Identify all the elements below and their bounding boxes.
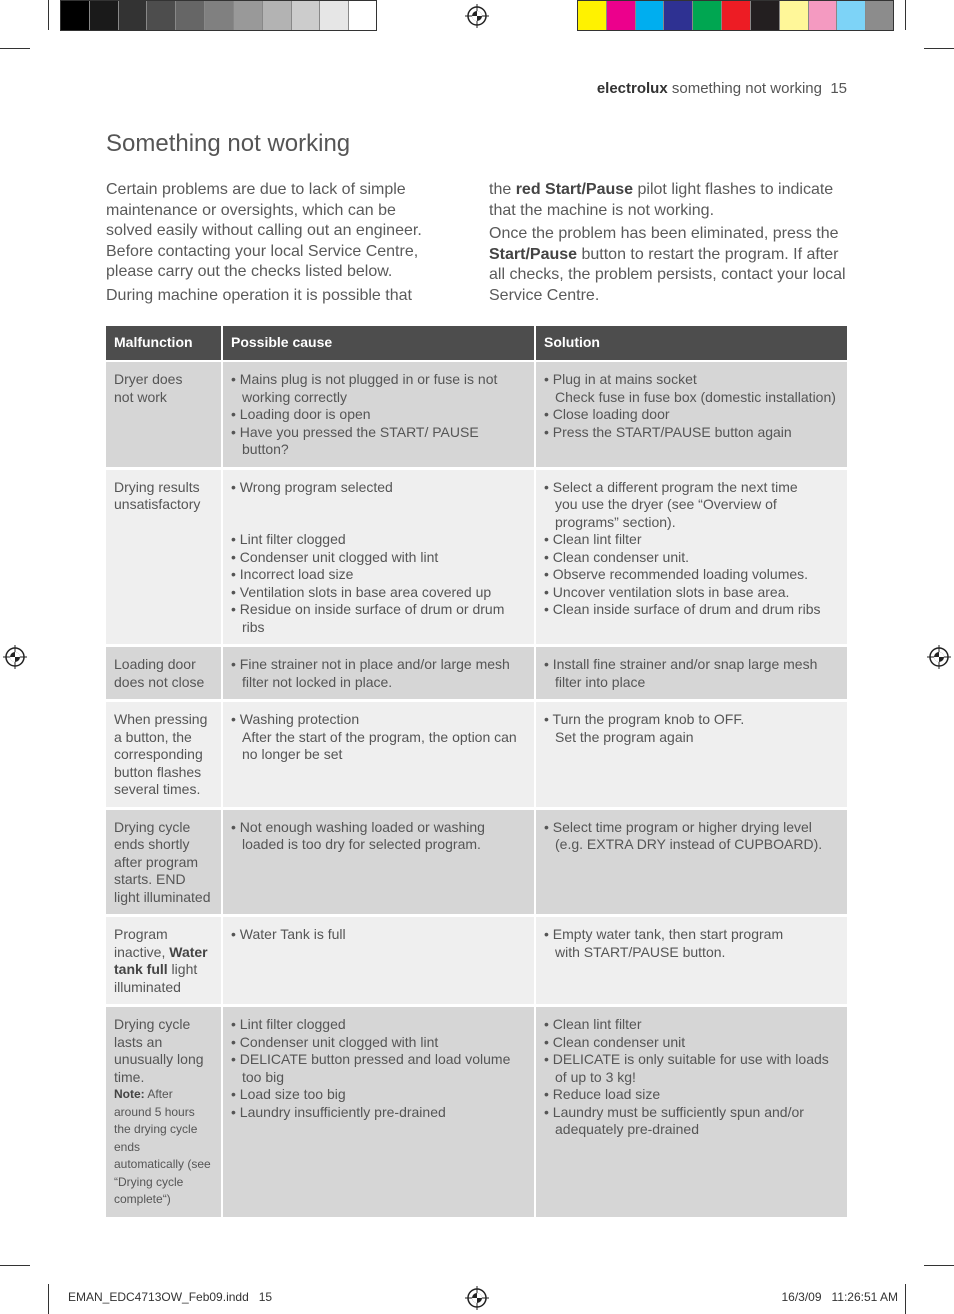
crop-mark — [905, 0, 906, 30]
solution-item: • Uncover ventilation slots in base area. — [544, 584, 839, 602]
table-row — [106, 808, 847, 916]
brand-name: electrolux — [596, 80, 668, 97]
solution-item: • Select time program or higher drying level (e.g. EXTRA DRY instead of CUPBOARD). — [544, 819, 839, 854]
cause-item: • Condenser unit clogged with lint — [231, 549, 526, 567]
cause-cell — [222, 701, 535, 809]
solution-cell — [535, 468, 847, 646]
cause-item: • Washing protection — [231, 711, 526, 729]
solution-item: • Clean condenser unit. — [544, 549, 839, 567]
page-number: 15 — [830, 80, 847, 97]
table-row — [106, 701, 847, 809]
gray-swatch — [292, 1, 321, 30]
intro-right-column — [489, 180, 847, 309]
gray-swatch — [320, 1, 349, 30]
solution-cell — [535, 646, 847, 701]
cause-item: • Fine strainer not in place and/or large mesh filter not locked in place. — [231, 656, 526, 691]
gray-swatch — [90, 1, 119, 30]
color-swatch — [607, 1, 636, 30]
section-name: something not working — [671, 80, 822, 97]
solution-item: • Plug in at mains socket Check fuse in fuse box (domestic installation) — [544, 371, 839, 406]
cause-item: • Incorrect load size — [231, 566, 526, 584]
solution-item: • Empty water tank, then start program with START/PAUSE button. — [544, 926, 839, 961]
solution-cell — [535, 808, 847, 916]
table-row — [106, 916, 847, 1006]
registration-mark-icon — [465, 1286, 489, 1310]
solution-item: • Close loading door — [544, 406, 839, 424]
crop-mark — [0, 1265, 30, 1266]
solution-item: • DELICATE is only suitable for use with loads of up to 3 kg! — [544, 1051, 839, 1086]
gray-swatch — [234, 1, 263, 30]
cause-item: • Wrong program selected — [231, 479, 526, 497]
solution-item-detail: Set the program again — [555, 728, 694, 745]
color-swatch — [837, 1, 866, 30]
column-header: Possible cause — [222, 326, 535, 361]
gray-swatch — [119, 1, 148, 30]
solution-item: • Clean inside surface of drum and drum ribs — [544, 601, 839, 619]
footer-file-info: EMAN_EDC4713OW_Feb09.indd 15 — [68, 1290, 273, 1304]
malfunction-cell: Drying cycle ends shortly after program starts. END light illuminated — [106, 808, 222, 916]
color-calibration-bar — [577, 0, 894, 31]
color-swatch — [636, 1, 665, 30]
solution-cell — [535, 361, 847, 468]
gray-swatch — [205, 1, 234, 30]
color-swatch — [866, 1, 893, 30]
intro-paragraph: Once the problem has been eliminated, press the Start/Pause button to restart the program. If after all checks, the problem persists, contact your local Service Centre. — [489, 225, 846, 304]
cause-cell — [222, 916, 535, 1006]
malfunction-cell: Drying cycle lasts an unusually long time. Note: After around 5 hours the drying cycle ends automatically (see “Drying cycle complete“) — [106, 1006, 222, 1219]
troubleshooting-table — [106, 326, 847, 1220]
crop-mark — [48, 0, 49, 30]
gray-swatch — [176, 1, 205, 30]
intro-left-column — [106, 180, 446, 309]
intro-paragraph: During machine operation it is possible that — [106, 286, 412, 304]
gray-swatch — [263, 1, 292, 30]
cause-cell — [222, 808, 535, 916]
intro-paragraph: the red Start/Pause pilot light flashes to indicate that the machine is not working. — [489, 181, 834, 219]
color-swatch — [809, 1, 838, 30]
cause-item-detail: After the start of the program, the option can no longer be set — [242, 728, 517, 762]
solution-item: • Laundry must be sufficiently spun and/or adequately pre-drained — [544, 1104, 839, 1139]
malfunction-cell: Program inactive, Water tank full light illuminated — [106, 916, 222, 1006]
malfunction-cell: Drying results unsatisfactory — [106, 468, 222, 646]
footer-timestamp: 16/3/09 11:26:51 AM — [781, 1290, 898, 1304]
intro-paragraph: Certain problems are due to lack of simple maintenance or oversights, which can be solved easily without calling out an engineer. Before contacting your local Service Centre, please carry out the checks listed below. — [106, 181, 422, 280]
registration-mark-icon — [3, 645, 27, 669]
cause-item: • Loading door is open — [231, 406, 526, 424]
crop-mark — [924, 48, 954, 49]
solution-item: • Observe recommended loading volumes. — [544, 566, 839, 584]
solution-item: • Press the START/PAUSE button again — [544, 424, 839, 442]
solution-item: • Clean condenser unit — [544, 1034, 839, 1052]
grayscale-calibration-bar — [60, 0, 377, 31]
cause-item: • Water Tank is full — [231, 926, 526, 944]
color-swatch — [780, 1, 809, 30]
crop-mark — [924, 1265, 954, 1266]
page-title: Something not working — [106, 130, 351, 157]
malfunction-cell: When pressing a button, the corresponding button flashes several times. — [106, 701, 222, 809]
table-header-row — [106, 326, 847, 361]
cause-item: • Not enough washing loaded or washing loaded is too dry for selected program. — [231, 819, 526, 854]
table-row — [106, 1006, 847, 1219]
solution-cell — [535, 1006, 847, 1219]
table-row — [106, 468, 847, 646]
cause-cell — [222, 646, 535, 701]
solution-item: • Reduce load size — [544, 1086, 839, 1104]
malfunction-cell: Loading door does not close — [106, 646, 222, 701]
malfunction-cell: Dryer does not work — [106, 361, 222, 468]
color-swatch — [751, 1, 780, 30]
solution-item: • Install fine strainer and/or snap large mesh filter into place — [544, 656, 839, 691]
gray-swatch — [61, 1, 90, 30]
cause-item: • Load size too big — [231, 1086, 526, 1104]
registration-mark-icon — [465, 4, 489, 28]
color-swatch — [664, 1, 693, 30]
column-header: Solution — [535, 326, 847, 361]
cause-item: • Mains plug is not plugged in or fuse is not working correctly — [231, 371, 526, 406]
cause-item: • Condenser unit clogged with lint — [231, 1034, 526, 1052]
solution-item: • Turn the program knob to OFF. — [544, 711, 839, 729]
solution-item: • Clean lint filter — [544, 531, 839, 549]
cause-item: • Lint filter clogged — [231, 1016, 526, 1034]
gray-swatch — [349, 1, 376, 30]
crop-mark — [0, 48, 30, 49]
cause-item: • Ventilation slots in base area covered up — [231, 584, 526, 602]
color-swatch — [693, 1, 722, 30]
crop-mark — [905, 1284, 906, 1314]
solution-cell — [535, 916, 847, 1006]
table-row — [106, 361, 847, 468]
cause-cell — [222, 1006, 535, 1219]
cause-item: • Laundry insufficiently pre-drained — [231, 1104, 526, 1122]
color-swatch — [578, 1, 607, 30]
solution-item: • Clean lint filter — [544, 1016, 839, 1034]
cause-cell — [222, 361, 535, 468]
solution-item: • Select a different program the next time you use the dryer (see “Overview of programs” section). — [544, 479, 839, 532]
cause-item: • Residue on inside surface of drum or drum ribs — [231, 601, 526, 636]
table-row — [106, 646, 847, 701]
cause-item: • Lint filter clogged — [231, 531, 526, 549]
cause-item: • DELICATE button pressed and load volume too big — [231, 1051, 526, 1086]
cause-item: • Have you pressed the START/ PAUSE button? — [231, 424, 526, 459]
registration-mark-icon — [927, 645, 951, 669]
malfunction-note: Note: After around 5 hours the drying cycle ends automatically (see “Drying cycle complete“) — [114, 1087, 211, 1206]
color-swatch — [722, 1, 751, 30]
gray-swatch — [147, 1, 176, 30]
cause-cell — [222, 468, 535, 646]
solution-cell — [535, 701, 847, 809]
crop-mark — [48, 1284, 49, 1314]
column-header: Malfunction — [106, 326, 222, 361]
running-head — [597, 80, 847, 97]
